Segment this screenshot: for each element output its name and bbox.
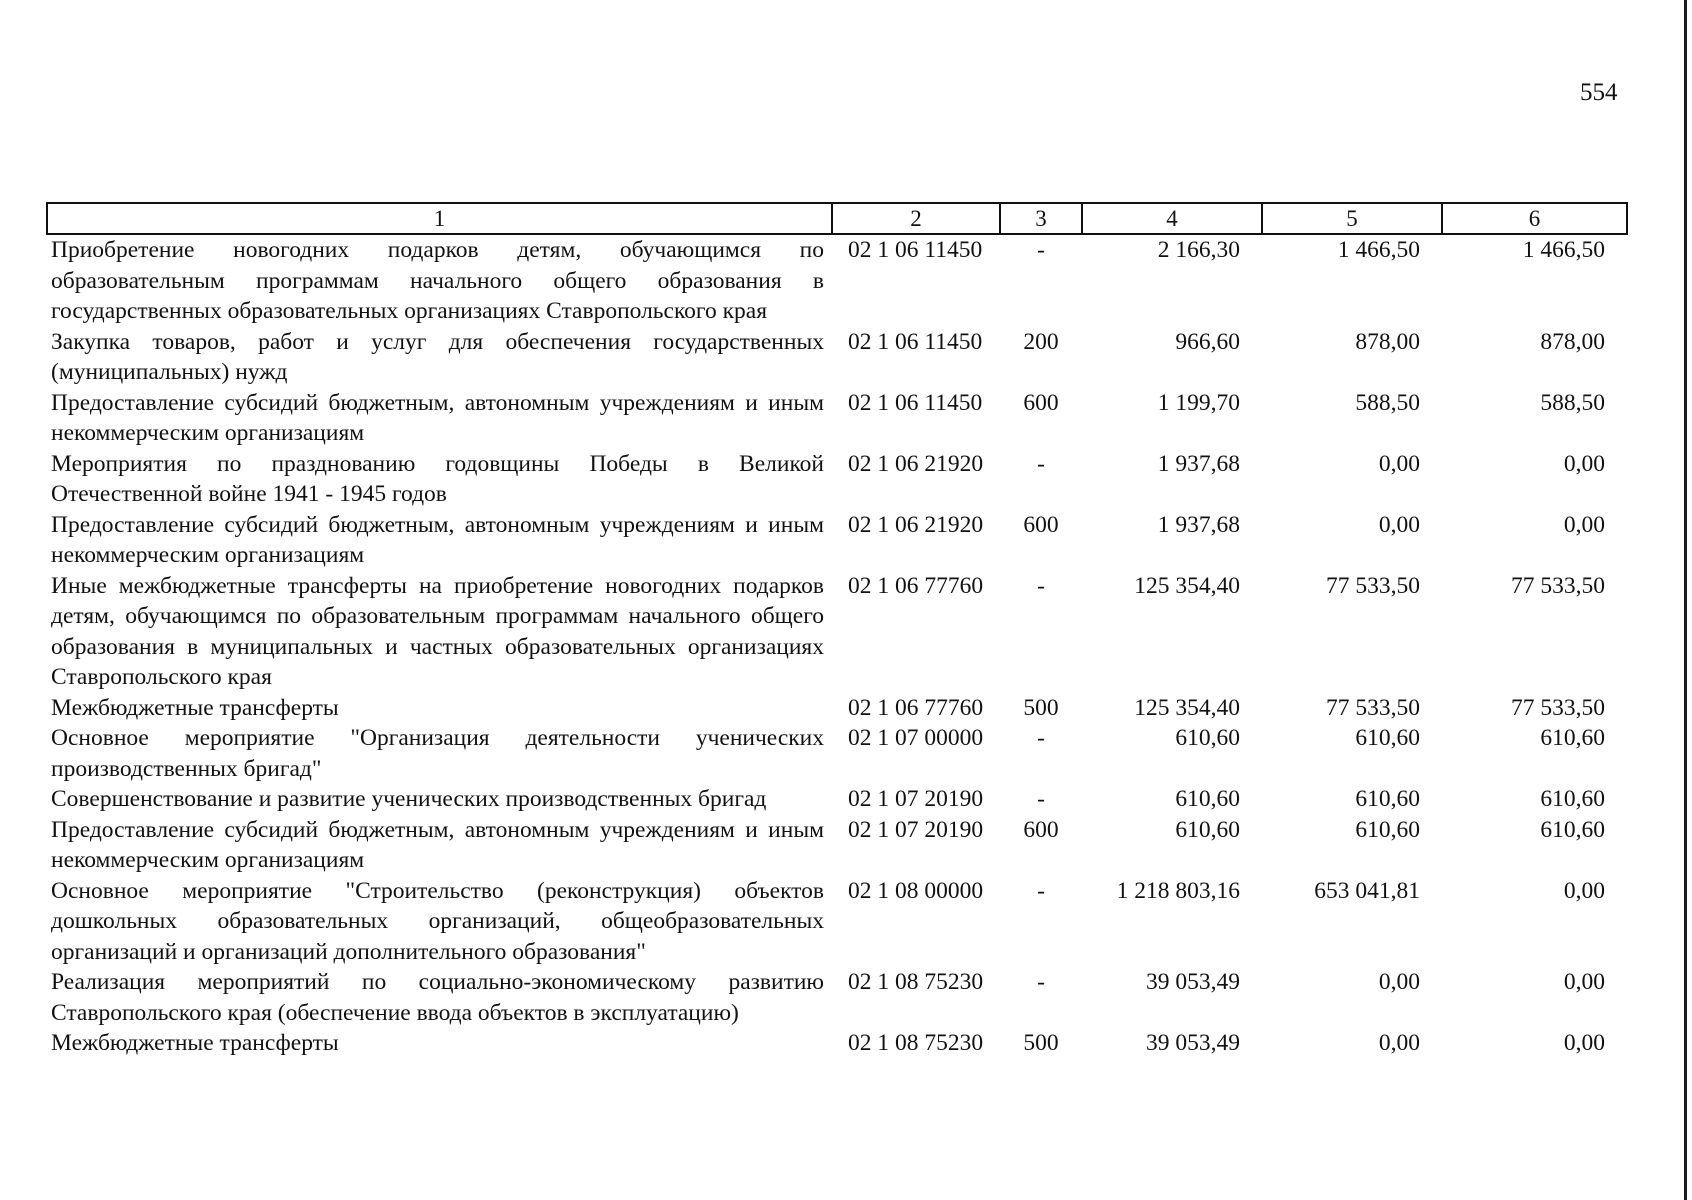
row-expense-type: 600 [1023, 816, 1059, 843]
row-value-6: 878,00 [1540, 328, 1605, 355]
row-name: Предоставление субсидий бюджетным, автономным учреждениям и иным некоммерческим организациям [51, 389, 824, 446]
scan-edge-line [1684, 0, 1687, 1200]
row-code: 02 1 06 21920 [848, 511, 984, 538]
row-value-6: 588,50 [1540, 389, 1605, 416]
row-name: Закупка товаров, работ и услуг для обеспечения государственных (муниципальных) нужд [51, 328, 824, 385]
table-row [47, 388, 1627, 449]
row-name: Мероприятия по празднованию годовщины Победы в Великой Отечественной войне 1941 - 1945 годов [51, 450, 824, 507]
row-expense-type: - [1037, 237, 1045, 263]
page-number: 554 [1580, 79, 1618, 106]
row-code: 02 1 08 00000 [848, 877, 984, 904]
budget-table [46, 202, 1628, 1059]
row-value-5: 77 533,50 [1326, 572, 1420, 599]
header-row [47, 203, 1627, 234]
row-value-6: 610,60 [1540, 725, 1605, 751]
row-value-4: 125 354,40 [1134, 572, 1240, 599]
header-col-4: 4 [1082, 203, 1262, 234]
row-code: 02 1 08 75230 [848, 969, 984, 995]
row-code: 02 1 08 75230 [848, 1030, 984, 1056]
row-value-6: 77 533,50 [1511, 572, 1605, 599]
table-row [47, 693, 1627, 724]
row-value-4: 1 937,68 [1157, 450, 1240, 477]
row-code: 02 1 07 00000 [848, 725, 984, 751]
table-row [47, 449, 1627, 510]
row-value-5: 0,00 [1378, 1030, 1420, 1056]
table-row [47, 510, 1627, 571]
row-value-6: 0,00 [1563, 877, 1605, 904]
row-value-6: 77 533,50 [1511, 694, 1605, 721]
row-value-6: 0,00 [1563, 450, 1605, 477]
row-expense-type: - [1037, 725, 1045, 751]
header-col-1: 1 [47, 203, 832, 234]
table-row [47, 571, 1627, 693]
row-expense-type: 600 [1023, 511, 1059, 538]
row-name: Совершенствование и развитие ученических производственных бригад [51, 786, 767, 812]
table-row [47, 967, 1627, 1028]
header-col-5: 5 [1262, 203, 1442, 234]
row-value-4: 2 166,30 [1157, 237, 1240, 263]
row-value-6: 0,00 [1563, 511, 1605, 538]
row-name: Межбюджетные трансферты [51, 1030, 339, 1056]
row-code: 02 1 06 77760 [848, 694, 984, 721]
row-value-5: 653 041,81 [1314, 877, 1420, 904]
table-row [47, 723, 1627, 784]
row-expense-type: - [1037, 969, 1045, 995]
header-col-2: 2 [832, 203, 1000, 234]
row-name: Реализация мероприятий по социально-экономическому развитию Ставропольского края (обеспечение ввода объектов в эксплуатацию) [51, 969, 824, 1026]
row-name: Приобретение новогодних подарков детям, обучающимся по образовательным программам начального общего образования в государственных образовательных организациях Ставропольского края [51, 237, 824, 324]
row-name: Предоставление субсидий бюджетным, автономным учреждениям и иным некоммерческим организациям [51, 511, 824, 568]
row-expense-type: 600 [1023, 389, 1059, 416]
row-value-5: 0,00 [1378, 511, 1420, 538]
row-value-4: 39 053,49 [1146, 1030, 1240, 1056]
row-code: 02 1 06 21920 [848, 450, 984, 477]
row-value-6: 0,00 [1563, 969, 1605, 995]
row-name: Межбюджетные трансферты [51, 694, 339, 721]
row-code: 02 1 06 11450 [848, 237, 983, 263]
row-value-4: 610,60 [1175, 725, 1240, 751]
row-code: 02 1 06 11450 [848, 328, 983, 355]
table-body [47, 234, 1627, 1059]
header-col-6: 6 [1442, 203, 1627, 234]
row-value-6: 610,60 [1540, 816, 1605, 843]
row-value-6: 610,60 [1540, 786, 1605, 812]
row-value-5: 1 466,50 [1337, 237, 1420, 263]
row-value-6: 0,00 [1563, 1030, 1605, 1056]
row-expense-type: 500 [1023, 694, 1059, 721]
row-value-5: 588,50 [1355, 389, 1420, 416]
row-value-6: 1 466,50 [1522, 237, 1605, 263]
row-name: Иные межбюджетные трансферты на приобретение новогодних подарков детям, обучающимся по образовательным программам начального общего образования в муниципальных и частных образовательных организациях Ставропольского края [51, 572, 824, 690]
row-name: Предоставление субсидий бюджетным, автономным учреждениям и иным некоммерческим организациям [51, 816, 824, 873]
header-col-3: 3 [1000, 203, 1082, 234]
row-value-4: 39 053,49 [1146, 969, 1240, 995]
row-name: Основное мероприятие "Организация деятельности ученических производственных бригад" [51, 725, 824, 782]
row-value-4: 966,60 [1175, 328, 1240, 355]
row-value-5: 610,60 [1355, 786, 1420, 812]
row-value-5: 610,60 [1355, 725, 1420, 751]
row-value-4: 125 354,40 [1134, 694, 1240, 721]
row-value-4: 610,60 [1175, 786, 1240, 812]
row-value-5: 0,00 [1378, 969, 1420, 995]
row-expense-type: - [1037, 572, 1045, 599]
row-value-4: 1 218 803,16 [1116, 877, 1240, 904]
row-expense-type: - [1037, 877, 1045, 904]
row-value-5: 878,00 [1355, 328, 1420, 355]
row-value-5: 610,60 [1355, 816, 1420, 843]
row-value-4: 610,60 [1175, 816, 1240, 843]
row-expense-type: - [1037, 786, 1045, 812]
row-value-5: 0,00 [1378, 450, 1420, 477]
row-code: 02 1 06 11450 [848, 389, 983, 416]
row-name: Основное мероприятие "Строительство (реконструкция) объектов дошкольных образовательных организаций, общеобразовательных организаций и организаций дополнительного образования" [51, 877, 824, 965]
row-value-4: 1 199,70 [1157, 389, 1240, 416]
row-code: 02 1 07 20190 [848, 786, 984, 812]
table-row [47, 876, 1627, 968]
row-expense-type: 200 [1023, 328, 1059, 355]
row-value-4: 1 937,68 [1157, 511, 1240, 538]
table-header [47, 203, 1627, 234]
table-row [47, 234, 1627, 327]
row-expense-type: - [1037, 450, 1045, 477]
table-row [47, 327, 1627, 388]
table-row [47, 784, 1627, 815]
row-expense-type: 500 [1023, 1030, 1059, 1056]
table-row [47, 1028, 1627, 1059]
row-code: 02 1 07 20190 [848, 816, 984, 843]
table-row [47, 815, 1627, 876]
row-code: 02 1 06 77760 [848, 572, 984, 599]
row-value-5: 77 533,50 [1326, 694, 1420, 721]
